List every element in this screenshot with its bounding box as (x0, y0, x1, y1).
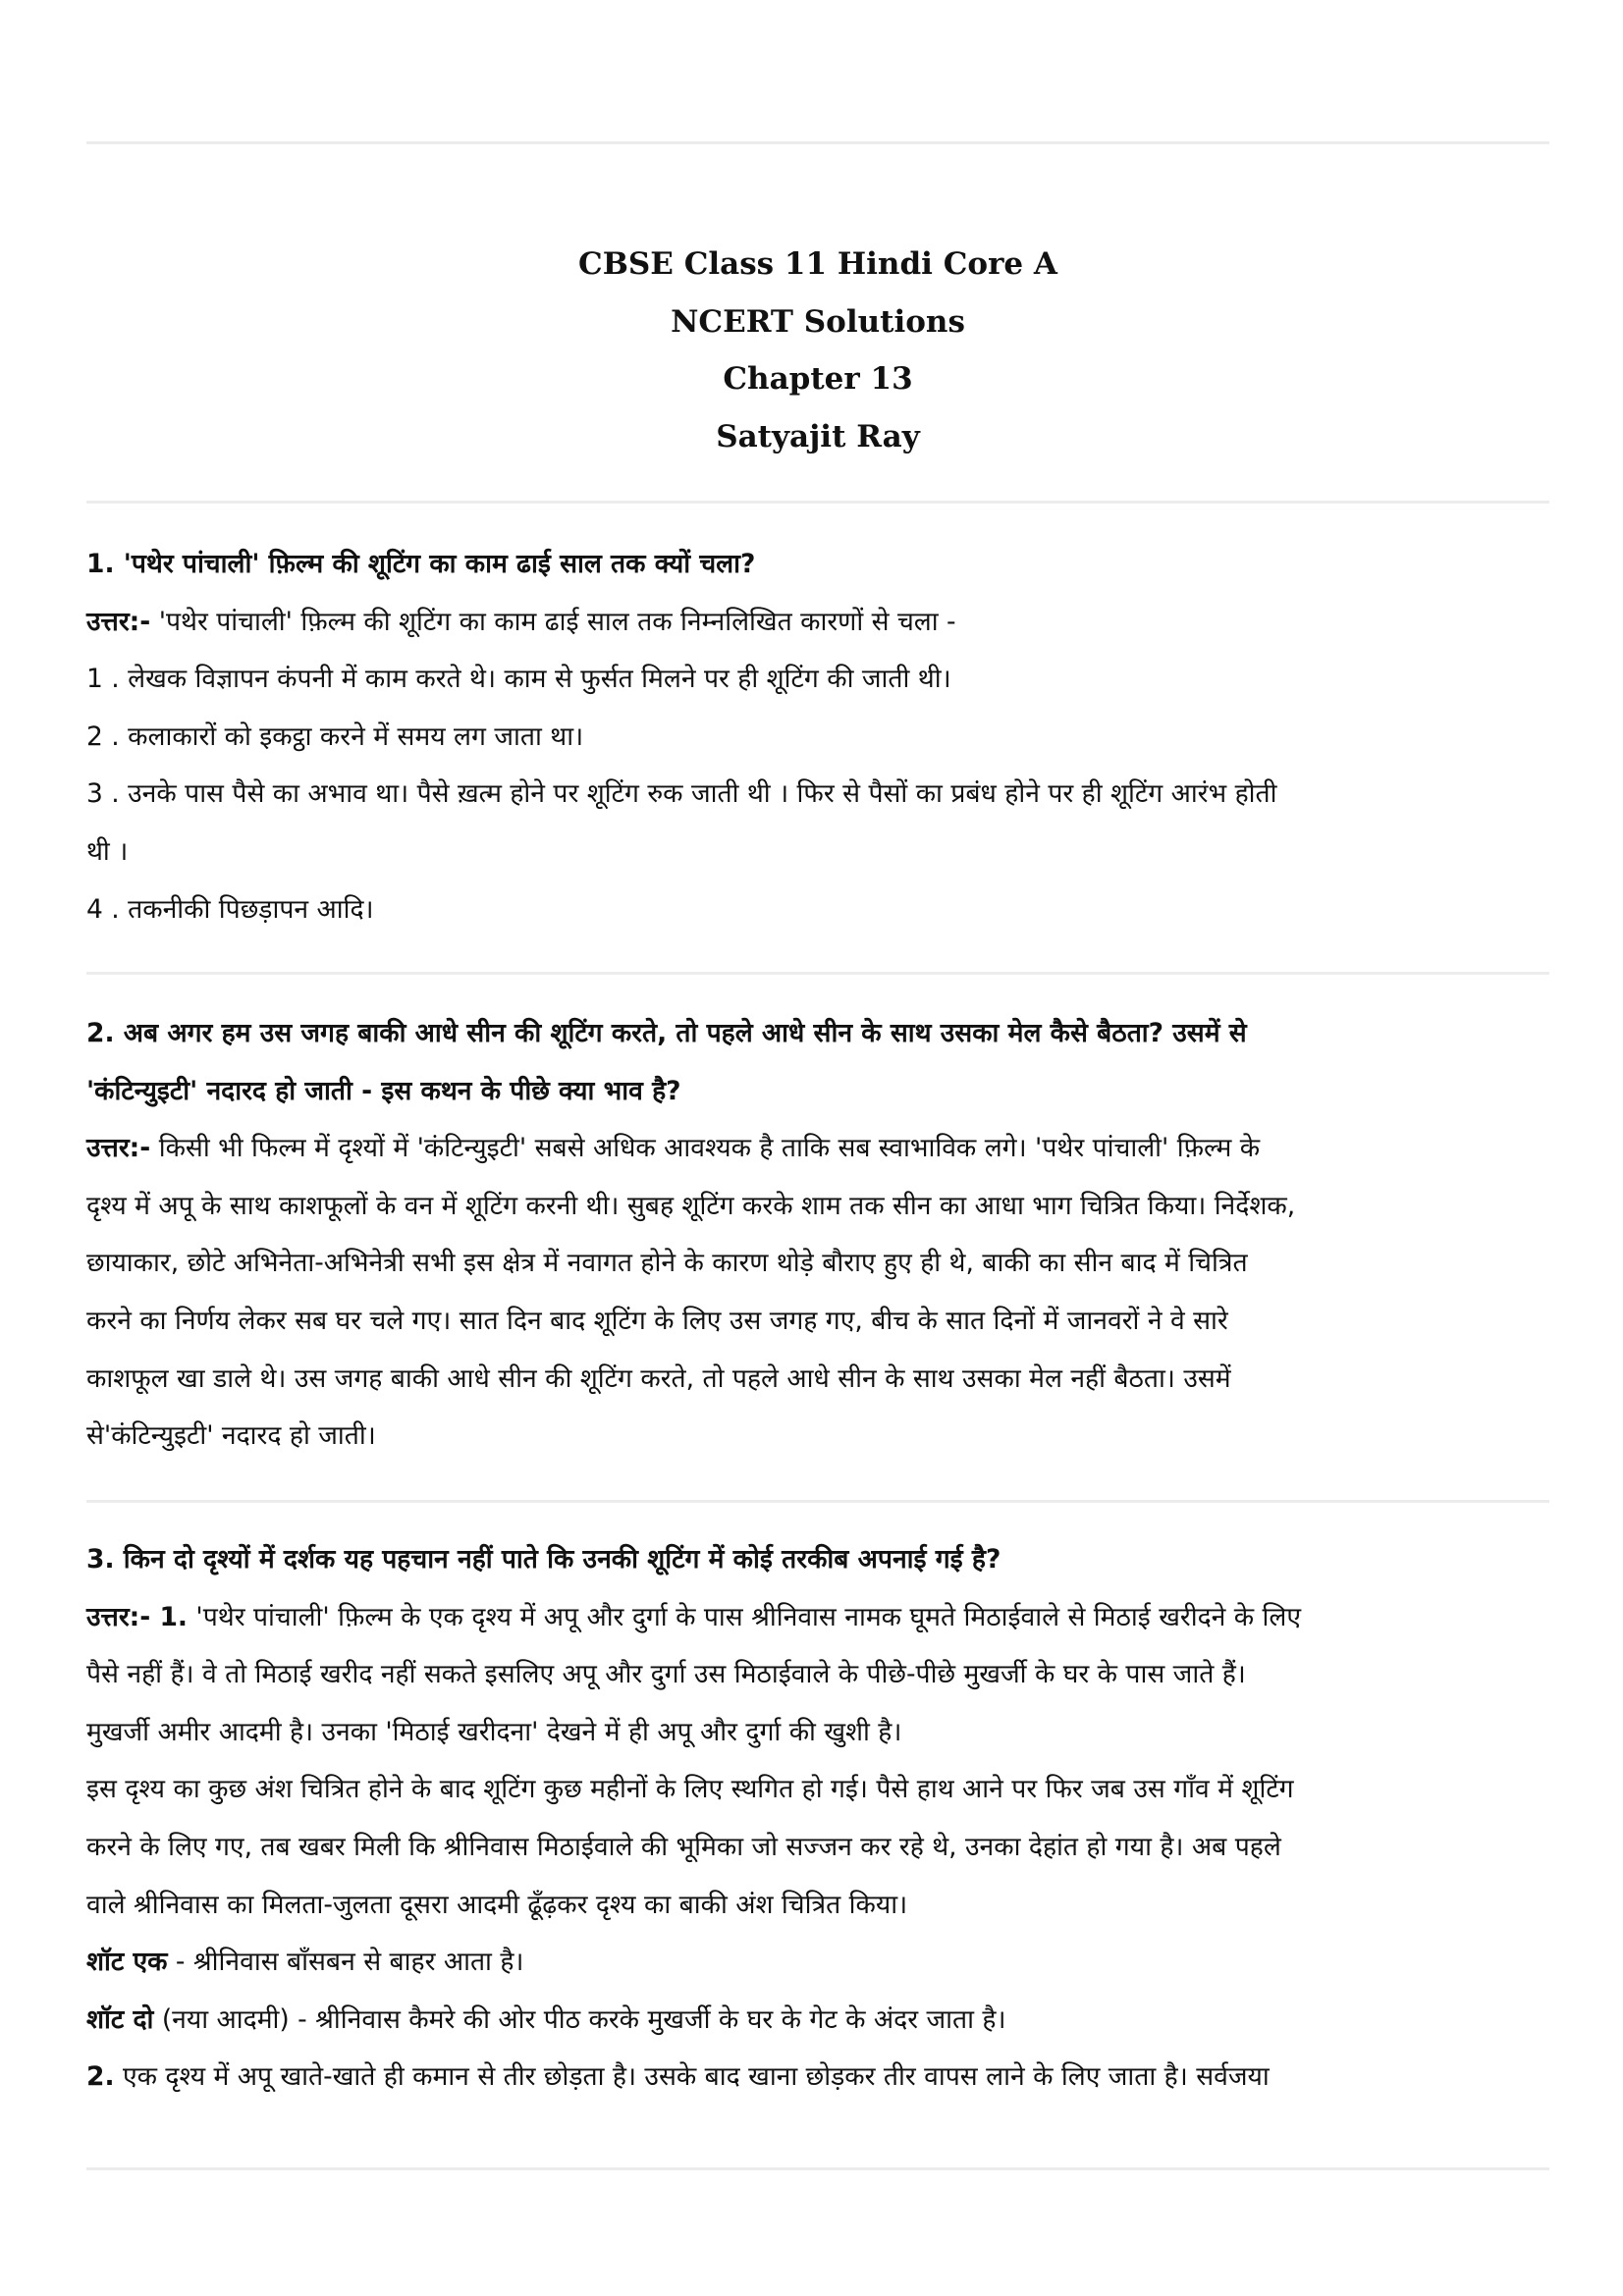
answer-2-line: से'कंटिन्युइटी' नदारद हो जाती। (86, 1420, 376, 1452)
answer-1-intro (86, 594, 1549, 652)
answer-2-line: छायाकार, छोटे अभिनेता-अभिनेत्री सभी इस क्षेत्र में नवागत होने के कारण थोड़े बौराए हुए ही थे, बाकी का सीन बाद में चित्रित (86, 1248, 1248, 1279)
bottom-divider (86, 2167, 1549, 2170)
header-chapter: Chapter 13 (723, 361, 913, 397)
answer-label: उत्तर:- 1. (86, 1601, 188, 1632)
shot-two-text: (नया आदमी) - श्रीनिवास कैमरे की ओर पीठ करके मुखर्जी के घर के गेट के अंदर जाता है। (153, 2003, 1006, 2035)
point-2-text: एक दृश्य में अपू खाते-खाते ही कमान से तीर छोड़ता है। उसके बाद खाना छोड़कर तीर वापस लाने के लिए जाता है। सर्वजया (114, 2061, 1270, 2093)
answer-1-point-continued: थी । (86, 835, 129, 867)
shot-two-label: शॉट दो (86, 2003, 154, 2035)
answer-2-first-text: किसी भी फिल्म में दृश्यों में 'कंटिन्युइटी' सबसे अधिक आवश्यक है ताकि सब स्वाभाविक लगे। 'पथेर पांचाली' फ़िल्म के (150, 1133, 1261, 1164)
answer-1-point: 3 . उनके पास पैसे का अभाव था। पैसे ख़त्म होने पर शूटिंग रुक जाती थी । फिर से पैसों का प्रबंध होने पर ही शूटिंग आरंभ होती (86, 778, 1277, 810)
question-1-section (86, 536, 1549, 938)
shot-one-line (86, 1934, 1549, 1992)
answer-1-point: 2 . कलाकारों को इकट्ठा करने में समय लग जाता था। (86, 721, 584, 752)
question-3-text: 3. किन दो दृश्यों में दर्शक यह पहचान नहीं पाते कि उनकी शूटिंग में कोई तरकीब अपनाई गई है? (86, 1544, 1001, 1575)
section-divider (86, 972, 1549, 975)
question-2-text: 'कंटिन्युइटी' नदारद हो जाती - इस कथन के पीछे क्या भाव है? (86, 1075, 681, 1106)
top-divider (86, 141, 1549, 144)
answer-2-line: काशफूल खा डाले थे। उस जगह बाकी आधे सीन की शूटिंग करते, तो पहले आधे सीन के साथ उसका मेल नहीं बैठता। उसमें (86, 1362, 1231, 1394)
answer-3-first-text: 'पथेर पांचाली' फ़िल्म के एक दृश्य में अपू और दुर्गा के पास श्रीनिवास नामक घूमते मिठाईवाले से मिठाई खरीदने के लिए (188, 1601, 1302, 1632)
shot-one-text: - श्रीनिवास बाँसबन से बाहर आता है। (167, 1947, 524, 1978)
answer-3-line: करने के लिए गए, तब खबर मिली कि श्रीनिवास मिठाईवाले की भूमिका जो सज्जन कर रहे थे, उनका देहांत हो गया है। अब पहले (86, 1831, 1281, 1862)
question-2-section (86, 1005, 1549, 1466)
answer-3-line: पैसे नहीं हैं। वे तो मिठाई खरीद नहीं सकते इसलिए अपू और दुर्गा उस मिठाईवाले के पीछे-पीछे मुखर्जी के घर के पास जाते हैं। (86, 1659, 1246, 1690)
answer-3-line (86, 1589, 1549, 1647)
answer-1-point: 1 . लेखक विज्ञापन कंपनी में काम करते थे। काम से फुर्सत मिलने पर ही शूटिंग की जाती थी। (86, 664, 951, 695)
answer-3-point-2 (86, 2049, 1549, 2107)
answer-3-line: मुखर्जी अमीर आदमी है। उनका 'मिठाई खरीदना' देखने में ही अपू और दुर्गा की खुशी है। (86, 1716, 902, 1747)
answer-3-line: इस दृश्य का कुछ अंश चित्रित होने के बाद शूटिंग कुछ महीनों के लिए स्थगित हो गई। पैसे हाथ आने पर फिर जब उस गाँव में शूटिंग (86, 1774, 1294, 1805)
answer-2-line: दृश्य में अपू के साथ काशफूलों के वन में शूटिंग करनी थी। सुबह शूटिंग करके शाम तक सीन का आधा भाग चित्रित किया। निर्देशक, (86, 1190, 1296, 1221)
answer-2-line (86, 1120, 1549, 1178)
answer-2-line: करने का निर्णय लेकर सब घर चले गए। सात दिन बाद शूटिंग के लिए उस जगह गए, बीच के सात दिनों में जानवरों ने वे सारे (86, 1305, 1228, 1336)
answer-label: उत्तर:- (86, 606, 151, 637)
header-title: CBSE Class 11 Hindi Core A (578, 246, 1057, 282)
shot-two-line (86, 1992, 1549, 2050)
answer-label: उत्तर:- (86, 1133, 151, 1164)
shot-one-label: शॉट एक (86, 1947, 168, 1978)
answer-1-intro-text: 'पथेर पांचाली' फ़िल्म की शूटिंग का काम ढाई साल तक निम्नलिखित कारणों से चला - (150, 606, 956, 637)
answer-3-line: वाले श्रीनिवास का मिलता-जुलता दूसरा आदमी ढूँढ़कर दृश्य का बाकी अंश चित्रित किया। (86, 1889, 908, 1920)
question-1-text: 1. 'पथेर पांचाली' फ़िल्म की शूटिंग का काम ढाई साल तक क्यों चला? (86, 549, 756, 579)
point-2-label: 2. (86, 2061, 115, 2093)
section-divider (86, 1500, 1549, 1503)
header-author: Satyajit Ray (716, 418, 920, 454)
document-header (86, 236, 1549, 465)
header-divider (86, 501, 1549, 504)
document-page (86, 0, 1549, 2296)
header-subtitle: NCERT Solutions (671, 303, 965, 340)
question-2-text: 2. अब अगर हम उस जगह बाकी आधे सीन की शूटिंग करते, तो पहले आधे सीन के साथ उसका मेल कैसे बैठता? उसमें से (86, 1018, 1247, 1048)
question-3-section (86, 1531, 1549, 2107)
answer-1-point: 4 . तकनीकी पिछड़ापन आदि। (86, 893, 374, 925)
